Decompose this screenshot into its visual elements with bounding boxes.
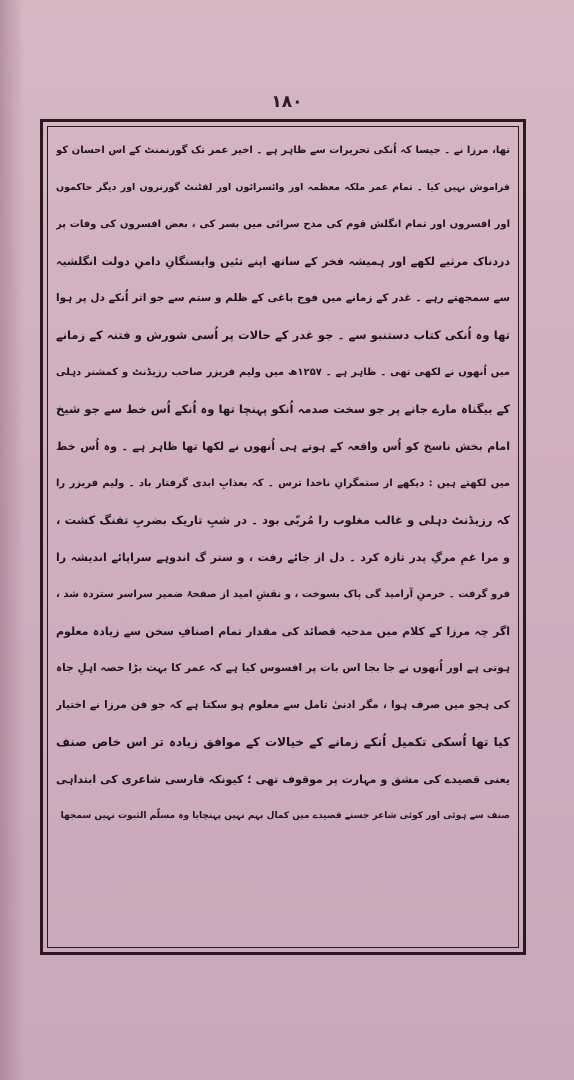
text-line: دردناک مرثیے لکھے اور ہمیشہ فخر کے ساتھ اپنے تئیں وابستگانِ دامنِ دولت انگلشیہ	[56, 255, 510, 268]
text-line: ہوتی ہے اور اُنھوں نے جا بجا اس بات پر افسوس کیا ہے کہ عمر کا بہت بڑا حصہ اہلِ جاہ	[56, 662, 510, 674]
page-number: ۱۸۰	[271, 92, 303, 112]
text-line: تھا وہ اُنکی کتاب دستنبو سے ۔ جو غدر کے حالات پر اُسی شورش و فتنہ کے زمانے	[56, 328, 510, 342]
text-line: امام بخش ناسخ کو اُس واقعہ کے ہوتے ہی اُنھوں نے لکھا تھا ظاہر ہے ۔ وہ اُس خط	[56, 440, 510, 453]
text-line: فراموش نہیں کیا ۔ تمام عمر ملکہ معظمہ اور وائسرائوں اور لفٹنٹ گورنروں اور دیگر حاکموں	[56, 182, 510, 193]
text-line: و مرا غمِ مرگِ پدر تازہ کرد ۔ دل از جائے رفت ، و ستر گ اندوہے سراپائے اندیشہ را	[56, 551, 510, 564]
text-line: تھا، مرزا نے ۔ جیسا کہ اُنکی تحریرات سے ظاہر ہے ۔ اخیر عمر تک گورنمنٹ کے اس احسان کو	[56, 145, 510, 156]
text-line: میں لکھتے ہیں : دیکھے از ستمگرانِ ناخدا ترس ۔ کہ بعذابِ ابدی گرفتار باد ۔ ولیم فریزر را	[56, 478, 510, 489]
text-line: میں اُنھوں نے لکھی تھی ۔ ظاہر ہے ۔ ۱۲۵۷ھ میں ولیم فریزر صاحب رزیڈنٹ و کمشنر دہلی	[56, 367, 510, 378]
text-line: صنف سے ہوئی اور کوئی شاعر جسنے قصیدے میں کمال بہم نہیں پہنچایا وہ مسلّم الثبوت نہیں سمجھا	[60, 811, 510, 821]
text-line: سے سمجھتے رہے ۔ غدر کے زمانے میں فوج باغی کے ظلم و ستم سے جو اثر اُنکے دل پر ہوا	[56, 292, 510, 304]
text-line: کی ہجو میں صرف ہوا ، مگر ادنیٰ تامل سے معلوم ہو سکتا ہے کہ جو فن مرزا نے اختیار	[56, 699, 510, 711]
text-line: یعنی قصیدے کی مشق و مہارت پر موقوف تھی ؛ کیونکہ فارسی شاعری کی ابتداہی	[56, 773, 510, 786]
text-line: فرو گرفت ۔ خرمنِ آرامید گی پاک بسوخت ، و نقشِ امید از صفحۂ ضمیر سراسر ستردہ شد ،	[56, 589, 510, 600]
binding-shadow	[0, 0, 24, 1080]
text-line: کیا تھا اُسکی تکمیل اُنکے زمانے کے خیالات کے موافق زیادہ تر اس خاص صنف	[56, 735, 510, 749]
body-text	[56, 132, 510, 942]
text-line: اگر چہ مرزا کے کلام میں مدحیہ قصائد کی مقدار تمام اصنافِ سخن سے زیادہ معلوم	[56, 625, 510, 638]
text-line: کہ رزیڈنٹ دہلی و غالب مغلوب را مُربّی بود ۔ در شبِ تاریک بضربِ تفنگ کشت ،	[56, 513, 510, 527]
text-line: اور افسروں اور تمام انگلش قوم کی مدح سرائی میں بسر کی ، بعض افسروں کی وفات پر	[56, 219, 510, 230]
text-line: کے بیگناہ مارے جانے پر جو سخت صدمہ اُنکو پہنچا تھا وہ اُنکے اُس خط سے جو شیخ	[56, 402, 510, 416]
